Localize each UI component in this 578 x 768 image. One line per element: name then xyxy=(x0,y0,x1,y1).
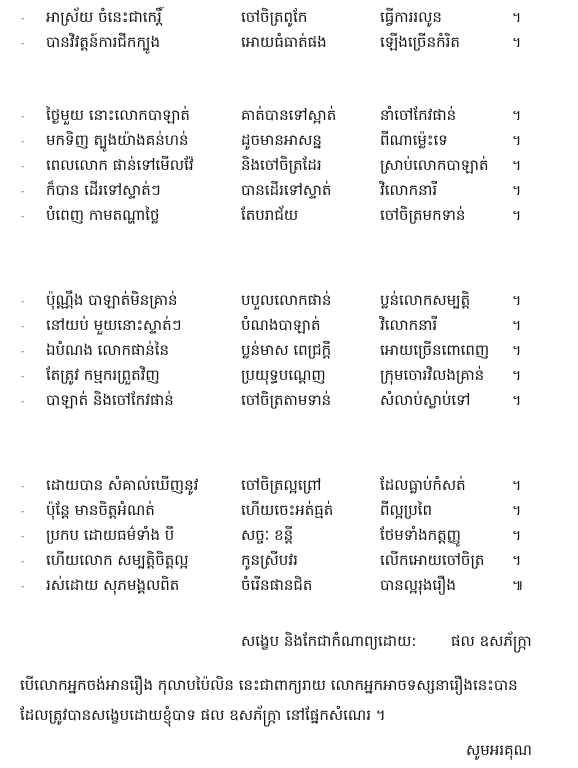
verse-segment-1: ឯបំណង លោកផាន់នៃ xyxy=(46,341,170,359)
line-bullet: - xyxy=(21,582,25,592)
line-end-mark: ៕ xyxy=(512,578,524,594)
line-end-mark: ។ xyxy=(512,133,522,149)
note-paragraph-line-2: ដែលត្រូវបានសង្ខេបដោយខ្ញុំបាទ ផល ឧសភ័ក្រ្កា នៅផ្នែកសំណេរ ។ xyxy=(20,706,386,724)
verse-segment-2: សច្ចៈ ខន្តី xyxy=(241,526,294,544)
poem-line xyxy=(0,181,578,206)
stanza-1 xyxy=(0,8,578,58)
verse-segment-1: ប្រកប ដោយធម៌ទាំង បី xyxy=(46,526,175,544)
verse-segment-3: ក្រុមចោរវិលងគ្រាន់ xyxy=(380,366,485,384)
note-paragraph-line-1: បើលោកអ្នកចង់អានរឿង កុលាបប៉ៃលិន នេះជាពាក្យរាយ លោកអ្នកអាចទស្សនារឿងនេះបាន xyxy=(20,676,518,694)
line-bullet: - xyxy=(21,162,25,172)
poem-line xyxy=(0,131,578,156)
poem-line xyxy=(0,291,578,316)
line-end-mark: ។ xyxy=(512,183,522,199)
verse-segment-1: បាឡាត់ និងចៅកែវផាន់ xyxy=(46,391,174,409)
line-end-mark: ។ xyxy=(512,393,522,409)
verse-segment-1: នៅយប់ មួយនោះស្ទាត់ៗ xyxy=(46,316,182,334)
line-bullet: - xyxy=(21,322,25,332)
verse-segment-1: ដោយបាន សំគាល់ឃើញនូវ xyxy=(46,476,199,494)
verse-segment-3: ស្រាប់លោកបាឡាត់ xyxy=(380,156,489,174)
line-end-mark: ។ xyxy=(512,503,522,519)
poem-line xyxy=(0,576,578,601)
line-bullet: - xyxy=(21,482,25,492)
verse-segment-3: ប្លន់លោកសម្បត្តិ xyxy=(380,291,471,309)
line-bullet: - xyxy=(21,212,25,222)
poem-line xyxy=(0,476,578,501)
poem-line xyxy=(0,391,578,416)
verse-segment-2: បានដើរទៅស្ទាត់ xyxy=(241,181,332,199)
verse-segment-2: តែបរាជ័យ xyxy=(241,206,299,224)
stanza-3 xyxy=(0,291,578,416)
stanza-4 xyxy=(0,476,578,601)
verse-segment-2: កូនស្រីបវរ xyxy=(241,551,298,569)
author-name: ផល ឧសភ័ក្រ្កា xyxy=(451,632,532,650)
line-end-mark: ។ xyxy=(512,528,522,544)
line-end-mark: ។ xyxy=(512,208,522,224)
verse-segment-1: រស់ដោយ សុភមង្គលពិត xyxy=(46,576,180,594)
line-end-mark: ។ xyxy=(512,368,522,384)
line-bullet: - xyxy=(21,557,25,567)
line-end-mark: ។ xyxy=(512,318,522,334)
poem-line xyxy=(0,316,578,341)
stanza-2 xyxy=(0,106,578,231)
verse-segment-1: តែត្រូវ កម្មករព្រួតវិញ xyxy=(46,366,160,384)
verse-segment-2: បំណងបាឡាត់ xyxy=(241,316,321,334)
poem-line xyxy=(0,366,578,391)
verse-segment-2: គាត់បានទៅស្អាត់ xyxy=(241,106,337,124)
verse-segment-1: ក៏បាន ដើរទៅស្ទាត់ៗ xyxy=(46,181,161,199)
verse-segment-2: ប្លន់មាស ពេជ្រក្តី xyxy=(241,341,332,359)
verse-segment-2: និងចៅចិត្រដែរ xyxy=(241,156,322,174)
line-end-mark: ។ xyxy=(512,35,522,51)
verse-segment-3: បានល្អរុងរឿង xyxy=(380,576,456,594)
verse-segment-3: ពីល្អប្រពៃ xyxy=(380,501,433,519)
poem-line xyxy=(0,501,578,526)
verse-segment-2: ចៅចិត្រល្អព្រៅ xyxy=(241,476,322,494)
verse-segment-3: ដែលធ្លាប់កំសត់ xyxy=(380,476,466,494)
line-end-mark: ។ xyxy=(512,108,522,124)
verse-segment-3: អោយច្រើនពោពេញ xyxy=(380,341,490,359)
line-end-mark: ។ xyxy=(512,553,522,569)
line-end-mark: ។ xyxy=(512,343,522,359)
credit-label: សង្ខេប និងកែជាកំណាព្យដោយ: xyxy=(241,632,417,650)
line-end-mark: ។ xyxy=(512,10,522,26)
verse-segment-2: ដូចមានអាសន្ន xyxy=(241,131,322,149)
line-bullet: - xyxy=(21,14,25,24)
verse-segment-2: ហើយចេះអត់ធ្មត់ xyxy=(241,501,334,519)
line-bullet: - xyxy=(21,397,25,407)
verse-segment-3: ថែមទាំងកត្តញ្ញូ xyxy=(380,526,461,544)
poem-line xyxy=(0,106,578,131)
verse-segment-1: មកទិញ ត្បូងយ៉ាងគន់ហន់ xyxy=(46,131,189,149)
verse-segment-2: ចំរើនផានជិត xyxy=(241,576,313,594)
verse-segment-1: ប៉ុណ្ណឹង បាឡាត់មិនគ្រាន់ xyxy=(46,291,178,309)
verse-segment-2: ប្រយុទ្ធបណ្តេញ xyxy=(241,366,326,384)
verse-segment-1: អាស្រ័យ ចំនេះជាកេរ្តិ៍ xyxy=(46,8,162,26)
verse-segment-1: ពេលលោក ផាន់ទៅមើលវ៉ែ xyxy=(46,156,194,174)
poem-line xyxy=(0,33,578,58)
verse-segment-1: ហើយលោក សម្បត្តិចិត្តល្អ xyxy=(46,551,189,569)
closing-thanks: សូមអរគុណ xyxy=(466,741,532,759)
verse-segment-3: វិលោកនារី xyxy=(380,316,438,334)
verse-segment-2: បបួលលោកផាន់ xyxy=(241,291,332,309)
poem-line xyxy=(0,8,578,33)
verse-segment-3: ចៅចិត្រមកទាន់ xyxy=(380,206,466,224)
poem-line xyxy=(0,206,578,231)
poem-line xyxy=(0,551,578,576)
line-bullet: - xyxy=(21,112,25,122)
line-end-mark: ។ xyxy=(512,478,522,494)
verse-segment-2: អោយធំធាត់ផង xyxy=(241,33,327,51)
line-bullet: - xyxy=(21,39,25,49)
line-bullet: - xyxy=(21,372,25,382)
verse-segment-1: បំពេញ កាមតណ្ហាថ្លៃ xyxy=(46,206,160,224)
verse-segment-3: ធ្វើការរលូន xyxy=(380,8,442,26)
line-bullet: - xyxy=(21,297,25,307)
verse-segment-1: ប៉ុន្តែ មានចិត្តអំណត់ xyxy=(46,501,155,519)
line-bullet: - xyxy=(21,507,25,517)
line-bullet: - xyxy=(21,347,25,357)
verse-segment-1: បានវិវត្តន៍ការជីកក្បូង xyxy=(46,33,160,51)
line-bullet: - xyxy=(21,187,25,197)
verse-segment-2: ចៅចិត្រតាមទាន់ xyxy=(241,391,332,409)
line-bullet: - xyxy=(21,137,25,147)
verse-segment-3: ឡើងច្រើនកំរិត xyxy=(380,33,460,51)
poem-line xyxy=(0,526,578,551)
verse-segment-3: សំលាប់ស្លាប់ទៅ xyxy=(380,391,471,409)
verse-segment-3: លើកអោយចៅចិត្រ xyxy=(380,551,485,569)
verse-segment-2: ចៅចិត្រពូកែ xyxy=(241,8,308,26)
line-end-mark: ។ xyxy=(512,158,522,174)
line-end-mark: ។ xyxy=(512,293,522,309)
line-bullet: - xyxy=(21,532,25,542)
verse-segment-3: នាំចៅកែវផាន់ xyxy=(380,106,457,124)
verse-segment-3: វិលោកនារី xyxy=(380,181,438,199)
verse-segment-3: ពីណាម្ល៉េះទេ xyxy=(380,131,448,149)
poem-line xyxy=(0,341,578,366)
poem-line xyxy=(0,156,578,181)
verse-segment-1: ថ្ងៃមួយ នោះលោកបាឡាត់ xyxy=(46,106,190,124)
